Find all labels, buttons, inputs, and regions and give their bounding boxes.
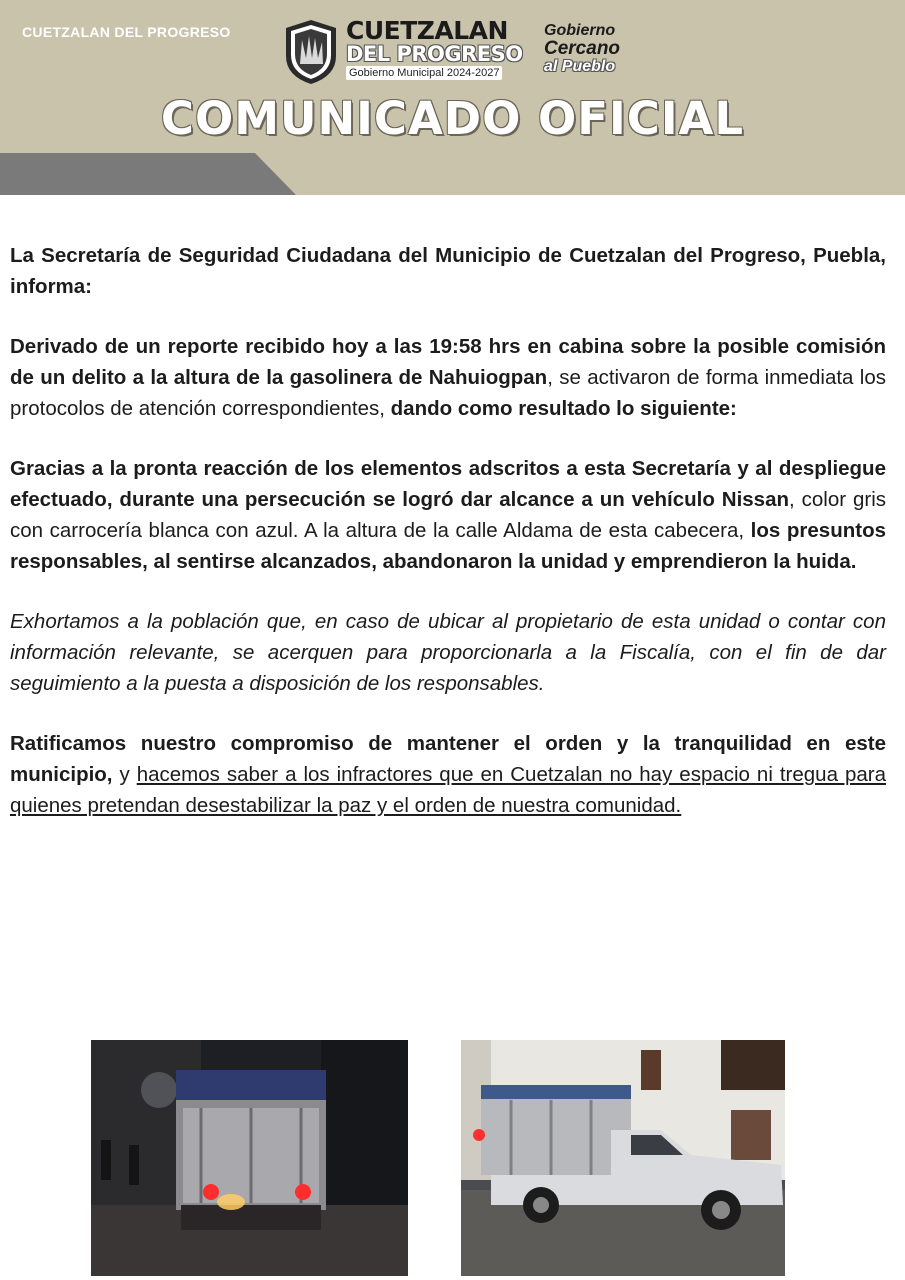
report-text-bold-end: dando como resultado lo siguiente: <box>390 397 737 420</box>
pursuit-text: , color gris con carrocería blanca con azul. A la altura de la calle Aldama de esta cabecera, <box>10 488 886 542</box>
intro-text: La Secretaría de Seguridad Ciudadana del Municipio de Cuetzalan del Progreso, Puebla, informa: <box>10 244 886 298</box>
closing-paragraph <box>10 728 886 821</box>
location-tag-label: CUETZALAN DEL PROGRESO <box>22 24 231 40</box>
government-slogan <box>544 22 654 76</box>
municipal-logo <box>282 16 722 88</box>
brand-term: Gobierno Municipal 2024-2027 <box>346 66 502 80</box>
intro-paragraph <box>10 240 886 302</box>
closing-text: y <box>112 763 137 786</box>
brand-main: CUETZALAN <box>346 16 508 45</box>
closing-text-underlined: hacemos saber a los infractores que en Cuetzalan no hay espacio ni tregua para quienes pretendan desestabilizar la paz y el orden de nuestra comunidad. <box>10 763 886 817</box>
header-banner <box>0 0 905 195</box>
location-tag <box>0 153 296 195</box>
report-paragraph <box>10 331 886 424</box>
brand-sub: DEL PROGRESO <box>346 42 523 66</box>
slogan-line-3: al Pueblo <box>544 58 616 75</box>
pursuit-paragraph <box>10 453 886 577</box>
appeal-paragraph: Exhortamos a la población que, en caso de ubicar al propietario de esta unidad o contar con información relevante, se acerquen para proporcionarla a la Fiscalía, con el fin de dar seguimiento a la puesta a disposición de los responsables. <box>10 610 886 695</box>
slogan-line-2: Cercano <box>544 38 621 59</box>
communique-body <box>10 240 886 850</box>
municipal-shield-icon <box>282 18 340 86</box>
truck-side-street-photo <box>461 1040 785 1276</box>
pursuit-text-bold: Gracias a la pronta reacción de los elementos adscritos a esta Secretaría y al despliegue efectuado, durante una persecución se logró dar alcance a un vehículo Nissan <box>10 457 886 511</box>
pursuit-text-bold-end: los presuntos responsables, al sentirse alcanzados, abandonaron la unidad y emprendieron la huida. <box>10 519 886 573</box>
report-text-bold: Derivado de un reporte recibido hoy a las 19:58 hrs en cabina sobre la posible comisión de un delito a la altura de la gasolinera de Nahuiogpan <box>10 335 886 389</box>
closing-text-bold: Ratificamos nuestro compromiso de mantener el orden y la tranquilidad en este municipio, <box>10 732 886 786</box>
slogan-line-1: Gobierno <box>544 22 616 39</box>
page-title: COMUNICADO OFICIAL <box>160 92 745 145</box>
report-text: , se activaron de forma inmediata los protocolos de atención correspondientes, <box>10 366 886 420</box>
truck-rear-night-photo <box>91 1040 408 1276</box>
